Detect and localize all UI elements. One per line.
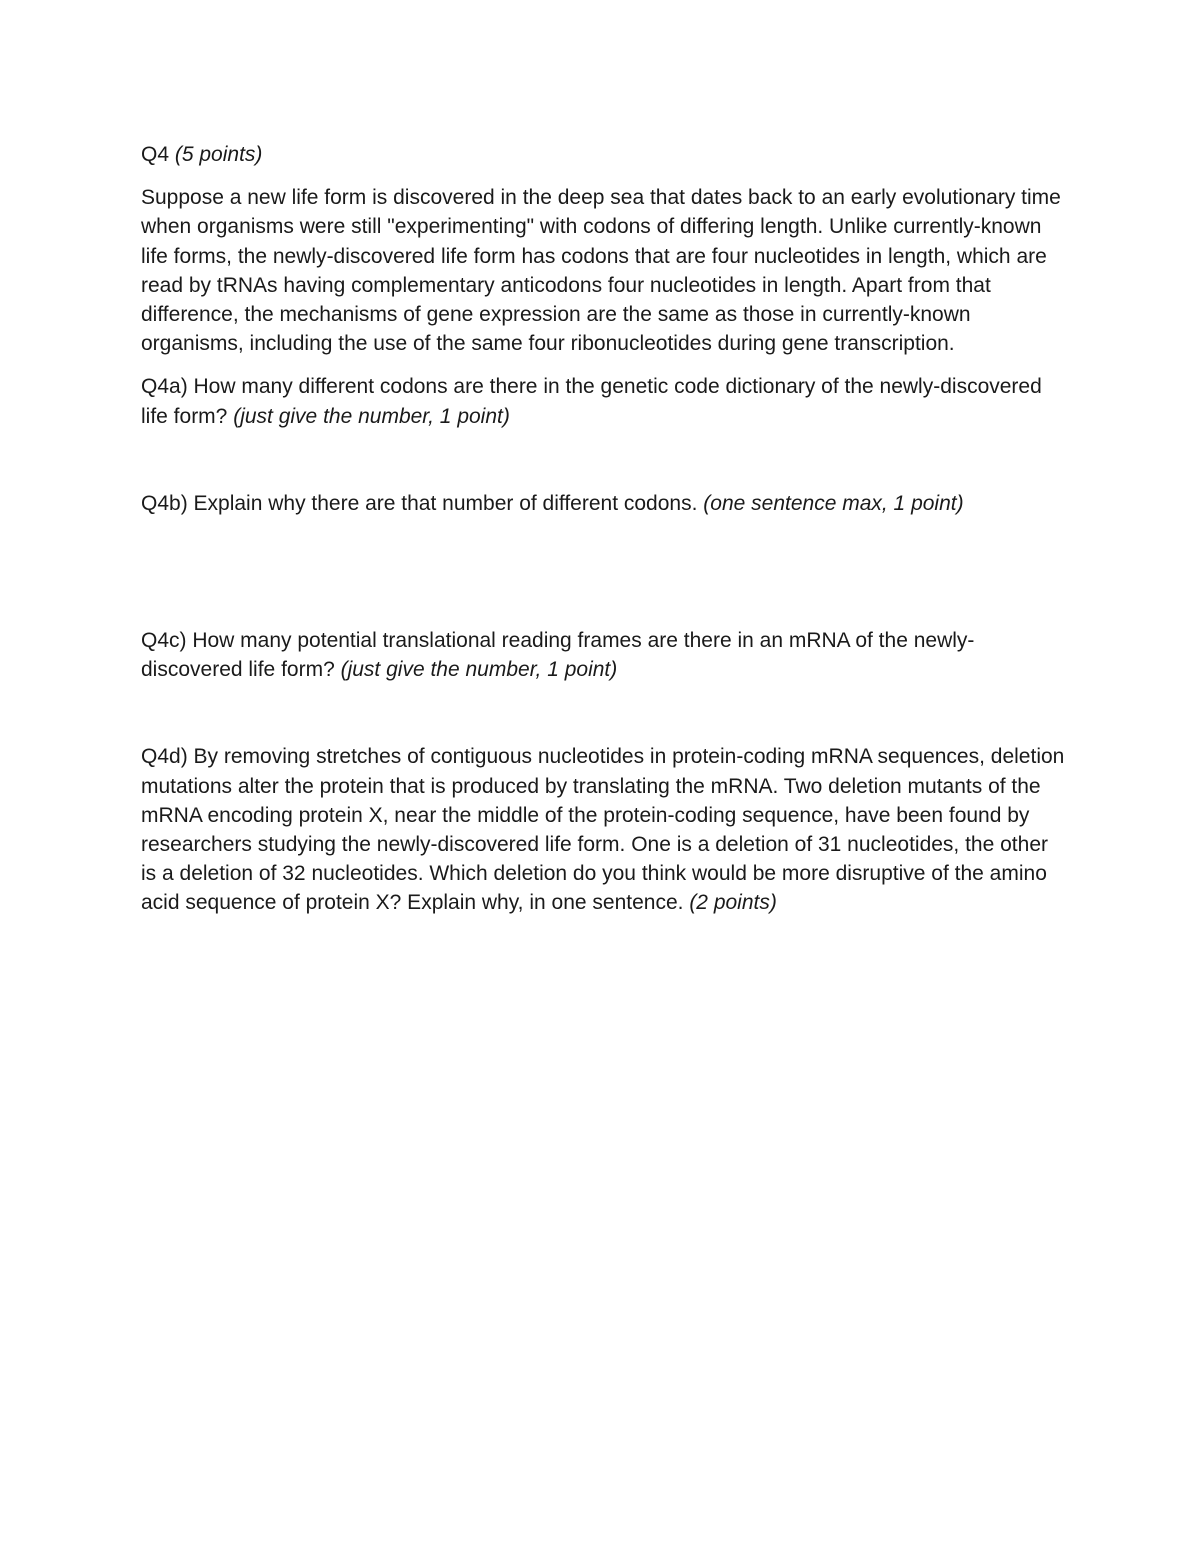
question-part-b	[141, 489, 1066, 518]
question-number: Q4	[141, 143, 170, 166]
part-a-text: Q4a) How many different codons are there in the genetic code dictionary of the newly-discovered life form?	[141, 375, 1042, 428]
part-b-text: Q4b) Explain why there are that number of different codons.	[141, 491, 698, 515]
part-d-text: Q4d) By removing stretches of contiguous nucleotides in protein-coding mRNA sequences, deletion mutations alter the protein that is produced by translating the mRNA. Two deletion mutants of the mRNA encoding protein X, near the middle of the protein-coding sequence, have been found by researchers studying the newly-discovered life form. One is a deletion of 31 nucleotides, the other is a deletion of 32 nucleotides. Which deletion do you think would be more disruptive of the amino acid sequence of protein X? Explain why, in one sentence.	[141, 745, 1065, 915]
part-c-note: (just give the number, 1 point)	[340, 658, 618, 682]
document-content	[141, 140, 1066, 918]
part-b-note: (one sentence max, 1 point)	[703, 491, 964, 515]
part-c-text: Q4c) How many potential translational reading frames are there in an mRNA of the newly-discovered life form?	[141, 629, 975, 682]
part-a-note: (just give the number, 1 point)	[233, 404, 510, 428]
question-title	[141, 140, 1066, 169]
question-part-d	[141, 742, 1066, 917]
question-part-c	[141, 626, 1066, 684]
question-points: (5 points)	[174, 143, 263, 166]
part-d-note: (2 points)	[689, 891, 777, 915]
question-part-a	[141, 372, 1066, 430]
question-intro: Suppose a new life form is discovered in the deep sea that dates back to an early evolutionary time when organisms were still "experimenting" with codons of differing length. Unlike currently-known life forms, the newly-discovered life form has codons that are four nucleotides in length, which are read by tRNAs having complementary anticodons four nucleotides in length. Apart from that difference, the mechanisms of gene expression are the same as those in currently-known organisms, including the use of the same four ribonucleotides during gene transcription.	[141, 186, 1061, 356]
